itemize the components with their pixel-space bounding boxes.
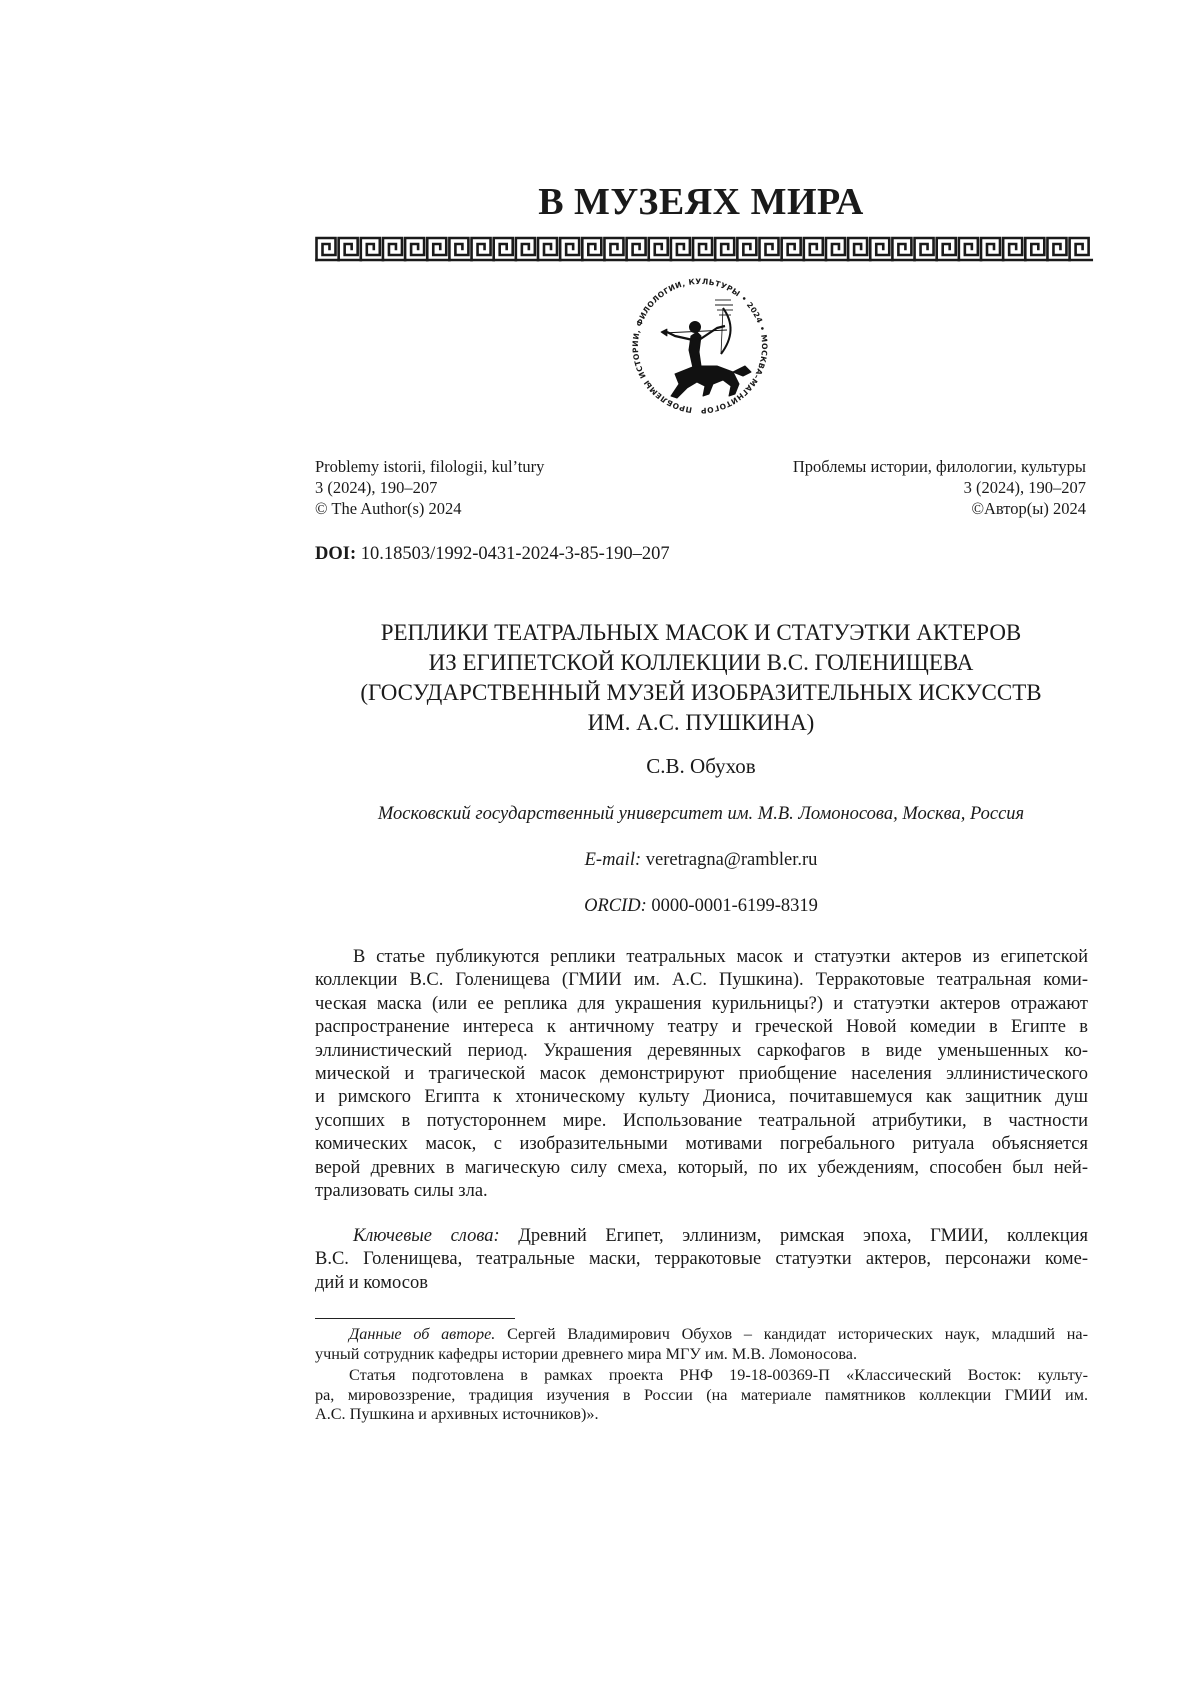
journal-info-cyrillic: [686, 456, 1086, 519]
journal-title-latin: Problemy istorii, filologii, kul’tury: [315, 456, 695, 477]
orcid-link[interactable]: 0000-0001-6199-8319: [651, 896, 817, 916]
greek-key-unit: [737, 238, 756, 260]
abstract-line: трализовать силы зла.: [315, 1180, 1088, 1203]
greek-key-unit: [317, 238, 336, 260]
greek-key-unit: [449, 238, 468, 260]
greek-key-unit: [1003, 238, 1022, 260]
journal-emblem: [605, 270, 795, 420]
greek-key-unit: [671, 238, 690, 260]
journal-copyright-latin: © The Author(s) 2024: [315, 498, 695, 519]
author-orcid: [316, 896, 1086, 917]
journal-page: [0, 0, 1200, 1698]
greek-key-unit: [405, 238, 424, 260]
footnotes: [315, 1325, 1088, 1425]
abstract-line: В статье публикуются реплики театральных масок и статуэтки актеров из египетской: [315, 946, 1088, 969]
abstract-line: и римского Египта к хтоническому культу Диониса, почитавшемуся как защитник душ: [315, 1086, 1088, 1109]
greek-key-unit: [383, 238, 402, 260]
footnote-author-label: Данные об авторе.: [349, 1325, 495, 1343]
footnote-line: [315, 1325, 1088, 1345]
greek-key-unit: [981, 238, 1000, 260]
keywords-line: В.С. Голенищева, театральные маски, терракотовые статуэтки актеров, персонажи коме-: [315, 1248, 1088, 1271]
article-title: [316, 618, 1086, 738]
abstract-line: верой древних в магическую силу смеха, который, по их убеждениям, способен был ней-: [315, 1157, 1088, 1180]
emblem-ring-text: ПРОБЛЕМЫ ИСТОРИИ, ФИЛОЛОГИИ, КУЛЬТУРЫ • 2024 • МОСКВА–МАГНИТОГОРСК–НОВОСИБИРСК: [602, 263, 769, 415]
greek-key-unit: [538, 238, 557, 260]
email-link[interactable]: veretragna@rambler.ru: [646, 850, 818, 870]
abstract-line: мической и трагической масок демонстрируют приобщение населения эллинистического: [315, 1063, 1088, 1086]
greek-key-unit: [959, 238, 978, 260]
greek-key-pattern: [317, 238, 1092, 260]
greek-key-unit: [472, 238, 491, 260]
greek-key-unit: [870, 238, 889, 260]
keywords-line: [315, 1225, 1088, 1248]
article-title-line: РЕПЛИКИ ТЕАТРАЛЬНЫХ МАСОК И СТАТУЭТКИ АКТЕРОВ: [316, 618, 1086, 648]
footnote-line: учный сотрудник кафедры истории древнего мира МГУ им. М.В. Ломоносова.: [315, 1345, 1088, 1365]
abstract-line: эллинистический период. Украшения деревянных саркофагов в виде уменьшенных ко-: [315, 1040, 1088, 1063]
journal-title-cyrillic: Проблемы истории, филологии, культуры: [686, 456, 1086, 477]
greek-key-unit: [760, 238, 779, 260]
greek-key-unit: [339, 238, 358, 260]
keywords-text: Древний Египет, эллинизм, римская эпоха, ГМИИ, коллекция: [518, 1226, 1088, 1246]
doi: [315, 544, 670, 565]
greek-key-unit: [1025, 238, 1044, 260]
orcid-label: ORCID:: [584, 896, 647, 916]
greek-key-unit: [516, 238, 535, 260]
author-email: [316, 850, 1086, 871]
greek-key-unit: [560, 238, 579, 260]
abstract-line: коллекции В.С. Голенищева (ГМИИ им. А.С. Пушкина). Терракотовые театральная коми-: [315, 969, 1088, 992]
greek-key-unit: [649, 238, 668, 260]
abstract-line: распространение интереса к античному театру и греческой Новой комедии в Египте в: [315, 1016, 1088, 1039]
keywords: [315, 1225, 1088, 1295]
greek-key-unit: [604, 238, 623, 260]
journal-copyright-cyrillic: ©Автор(ы) 2024: [686, 498, 1086, 519]
journal-info-latin: [315, 456, 695, 519]
abstract-line: комических масок, с изобразительными мотивами погребального ритуала объясняется: [315, 1133, 1088, 1156]
greek-key-unit: [915, 238, 934, 260]
doi-label: DOI:: [315, 544, 356, 564]
greek-key-unit: [804, 238, 823, 260]
greek-key-unit: [826, 238, 845, 260]
greek-key-unit: [848, 238, 867, 260]
section-title: В МУЗЕЯХ МИРА: [316, 180, 1086, 224]
keywords-label: Ключевые слова:: [353, 1226, 500, 1246]
centaur-archer-icon: [661, 308, 751, 398]
greek-key-unit: [361, 238, 380, 260]
abstract-line: ческая маска (или ее реплика для украшения курильницы?) и статуэтки актеров отражают: [315, 993, 1088, 1016]
keywords-line: дий и комосов: [315, 1272, 1088, 1295]
greek-key-unit: [494, 238, 513, 260]
journal-issue-latin: 3 (2024), 190–207: [315, 477, 695, 498]
greek-key-unit: [427, 238, 446, 260]
greek-key-unit: [627, 238, 646, 260]
greek-key-unit: [782, 238, 801, 260]
abstract-line: усопших в потустороннем мире. Использование театральной атрибутики, в частности: [315, 1110, 1088, 1133]
footnote-line: А.С. Пушкина и архивных источников)».: [315, 1405, 1088, 1425]
abstract: [315, 946, 1088, 1203]
article-title-line: ИМ. А.С. ПУШКИНА): [316, 708, 1086, 738]
scroll-lines-icon: [715, 300, 733, 315]
footnote-divider: [315, 1318, 515, 1319]
greek-key-unit: [892, 238, 911, 260]
greek-key-unit: [1047, 238, 1066, 260]
greek-key-unit: [715, 238, 734, 260]
article-title-line: (ГОСУДАРСТВЕННЫЙ МУЗЕЙ ИЗОБРАЗИТЕЛЬНЫХ ИСКУССТВ: [316, 678, 1086, 708]
footnote-line: ра, мировоззрение, традиция изучения в России (на материале памятников коллекции ГМИИ им.: [315, 1386, 1088, 1406]
doi-link[interactable]: 10.18503/1992-0431-2024-3-85-190–207: [361, 544, 670, 564]
greek-key-unit: [582, 238, 601, 260]
author-affiliation: Московский государственный университет им. М.В. Ломоносова, Москва, Россия: [316, 804, 1086, 825]
article-title-line: ИЗ ЕГИПЕТСКОЙ КОЛЛЕКЦИИ В.С. ГОЛЕНИЩЕВА: [316, 648, 1086, 678]
footnote-author-text: Сергей Владимирович Обухов – кандидат исторических наук, младший на-: [507, 1325, 1088, 1343]
footnote-line: Статья подготовлена в рамках проекта РНФ 19-18-00369-П «Классический Восток: культу-: [315, 1366, 1088, 1386]
greek-key-border: [315, 236, 1090, 262]
centaur-archer-emblem: [605, 270, 795, 420]
greek-key-unit: [937, 238, 956, 260]
author-name: С.В. Обухов: [316, 754, 1086, 779]
journal-issue-cyrillic: 3 (2024), 190–207: [686, 477, 1086, 498]
email-label: E-mail:: [585, 850, 642, 870]
greek-key-unit: [693, 238, 712, 260]
greek-key-unit: [1070, 238, 1089, 260]
